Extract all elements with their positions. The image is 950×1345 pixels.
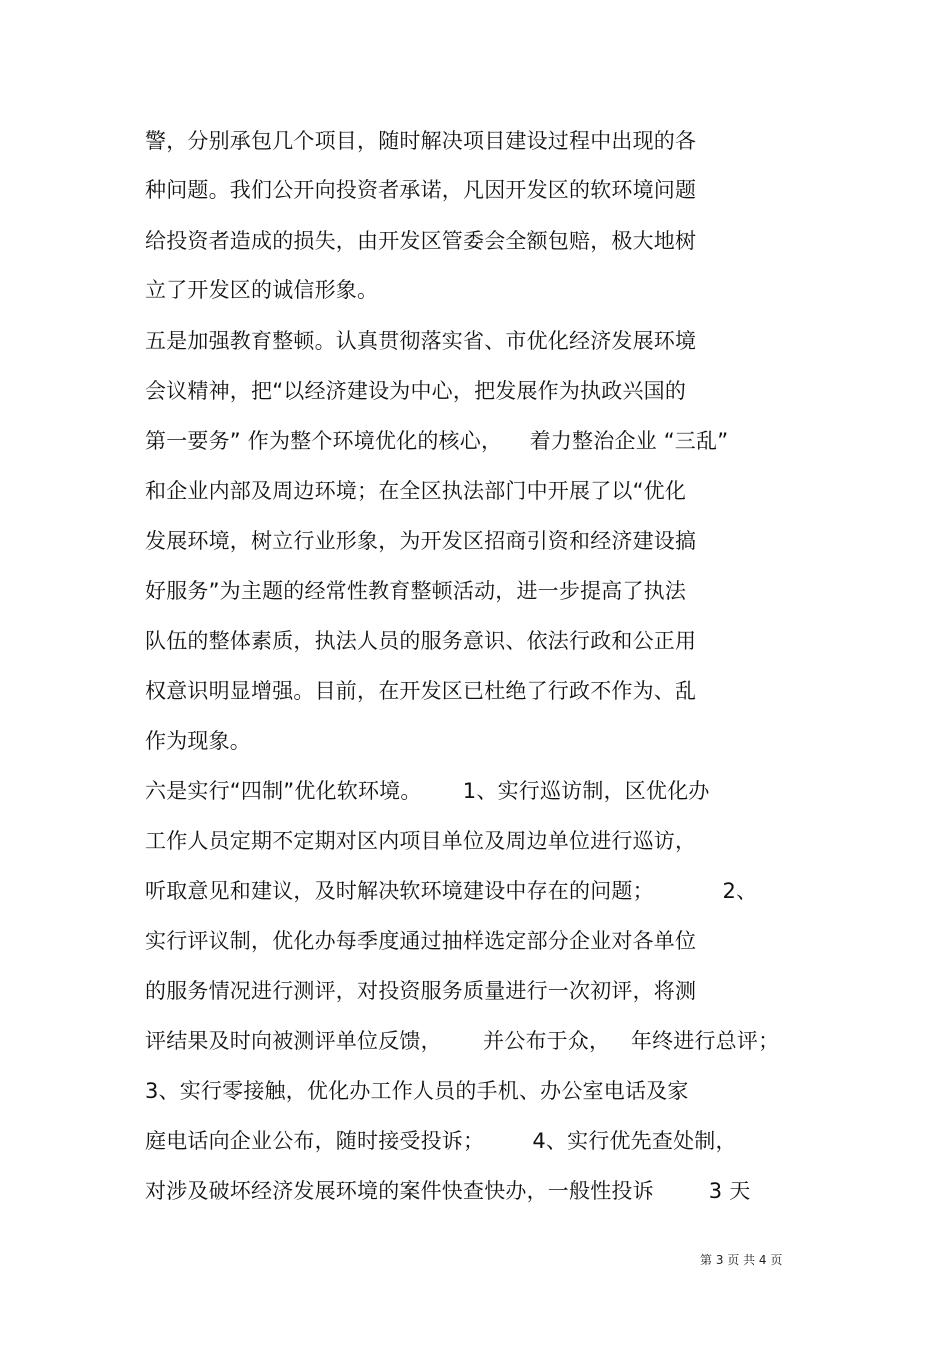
text-line: 权意识明显增强。目前，在开发区已杜绝了行政不作为、乱 [145, 679, 697, 703]
text-line: 工作人员定期不定期对区内项目单位及周边单位进行巡访， [145, 829, 697, 853]
page-number-footer: 第 3 页 共 4 页 [700, 1253, 783, 1267]
text-line: 会议精神，把“以经济建设为中心，把发展作为执政兴国的 [145, 379, 687, 403]
text-line: 听取意见和建议，及时解决软环境建设中存在的问题； 2、 [145, 879, 758, 903]
text-line: 庭电话向企业公布，随时接受投诉； 4、实行优先查处制， [145, 1129, 737, 1153]
text-line: 对涉及破坏经济发展环境的案件快查快办，一般性投诉 3 天 [145, 1179, 751, 1203]
text-line: 队伍的整体素质，执法人员的服务意识、依法行政和公正用 [145, 629, 697, 653]
text-line: 警，分别承包几个项目，随时解决项目建设过程中出现的各 [145, 129, 697, 153]
text-line: 第一要务” 作为整个环境优化的核心， 着力整治企业 “三乱” [145, 429, 729, 453]
text-line: 和企业内部及周边环境；在全区执法部门中开展了以“优化 [145, 479, 687, 503]
text-line: 立了开发区的诚信形象。 [145, 278, 379, 302]
text-line: 评结果及时向被测评单位反馈， 并公布于众， 年终进行总评； [145, 1029, 780, 1053]
text-line: 六是实行“四制”优化软环境。 1、实行巡访制，区优化办 [145, 779, 710, 803]
text-line: 五是加强教育整顿。认真贯彻落实省、市优化经济发展环境 [145, 329, 697, 353]
text-line: 发展环境，树立行业形象，为开发区招商引资和经济建设搞 [145, 529, 697, 553]
text-line: 3、实行零接触，优化办工作人员的手机、办公室电话及家 [145, 1079, 689, 1103]
text-line: 好服务”为主题的经常性教育整顿活动，进一步提高了执法 [145, 579, 687, 603]
text-line: 作为现象。 [145, 729, 251, 753]
text-line: 给投资者造成的损失，由开发区管委会全额包赔，极大地树 [145, 229, 697, 253]
text-line: 种问题。我们公开向投资者承诺，凡因开发区的软环境问题 [145, 178, 697, 202]
text-line: 实行评议制，优化办每季度通过抽样选定部分企业对各单位 [145, 929, 697, 953]
text-line: 的服务情况进行测评，对投资服务质量进行一次初评，将测 [145, 979, 697, 1003]
